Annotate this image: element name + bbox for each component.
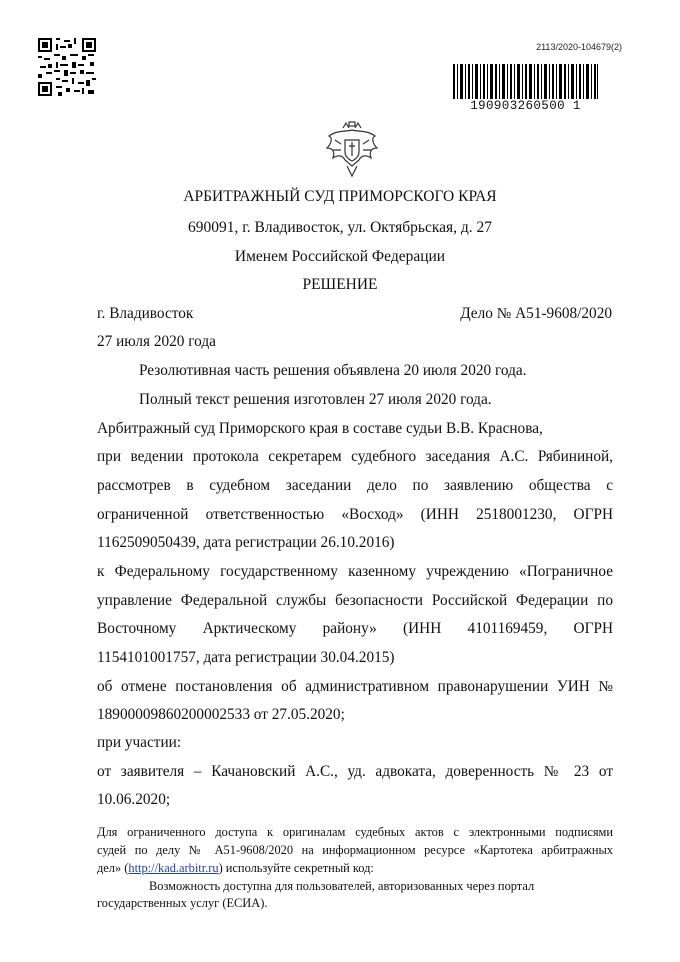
body-line-9: управление Федеральной службы безопасности Российской Федерации по	[97, 592, 613, 609]
body-line-11: 1154101001757, дата регистрации 30.04.2015)	[97, 649, 395, 666]
barcode-number: 190903260500 1	[452, 99, 599, 113]
body-line-1: Резолютивная часть решения объявлена 20 июля 2020 года.	[139, 362, 527, 379]
coat-of-arms-emblem	[323, 120, 381, 180]
footer-line-3-end: ) используйте секретный код:	[218, 861, 374, 875]
court-name: АРБИТРАЖНЫЙ СУД ПРИМОРСКОГО КРАЯ	[183, 188, 497, 205]
footer-line-2: судей по делу № А51-9608/2020 на информационном ресурсе «Картотека арбитражных	[97, 843, 613, 857]
body-line-12: об отмене постановления об административном правонарушении УИН №	[97, 678, 613, 695]
city: г. Владивосток	[97, 305, 194, 322]
body-line-7: 1162509050439, дата регистрации 26.10.2016)	[97, 534, 395, 551]
body-line-15: от заявителя – Качановский А.С., уд. адвоката, доверенность № 23 от	[97, 763, 613, 780]
footer-line-1: Для ограниченного доступа к оригиналам судебных актов с электронными подписями	[97, 825, 613, 839]
court-address: 690091, г. Владивосток, ул. Октябрьская, д. 27	[187, 219, 493, 236]
qr-code	[38, 38, 96, 96]
kad-arbitr-link[interactable]: http://kad.arbitr.ru	[128, 861, 219, 875]
document-type: РЕШЕНИЕ	[302, 276, 378, 293]
body-line-8: к Федеральному государственному казенному учреждению «Пограничное	[97, 563, 613, 580]
document-code: 2113/2020-104679(2)	[536, 42, 622, 52]
footer-line-3-start: дел» (	[97, 861, 129, 875]
case-number: Дело № А51-9608/2020	[460, 305, 612, 322]
name-of-federation: Именем Российской Федерации	[234, 248, 446, 265]
body-line-5: рассмотрев в судебном заседании дело по заявлению общества с	[97, 477, 613, 494]
footer-line-4: Возможность доступна для пользователей, авторизованных через портал	[149, 879, 535, 893]
footer-line-5: государственных услуг (ЕСИА).	[97, 896, 268, 910]
body-line-3: Арбитражный суд Приморского края в составе судьи В.В. Краснова,	[97, 420, 543, 437]
body-line-14: при участии:	[97, 734, 182, 751]
body-line-6: ограниченной ответственностью «Восход» (ИНН 2518001230, ОГРН	[97, 506, 613, 523]
barcode	[452, 64, 599, 100]
body-line-2: Полный текст решения изготовлен 27 июля 2020 года.	[139, 391, 492, 408]
decision-date: 27 июля 2020 года	[97, 333, 216, 350]
body-line-16: 10.06.2020;	[97, 791, 171, 808]
footer-line-3	[97, 861, 613, 876]
body-line-4: при ведении протокола секретарем судебного заседания А.С. Рябининой,	[97, 448, 613, 465]
body-line-10: Восточному Арктическому району» (ИНН 4101169459, ОГРН	[97, 620, 613, 637]
body-line-13: 18900009860200002533 от 27.05.2020;	[97, 706, 345, 723]
